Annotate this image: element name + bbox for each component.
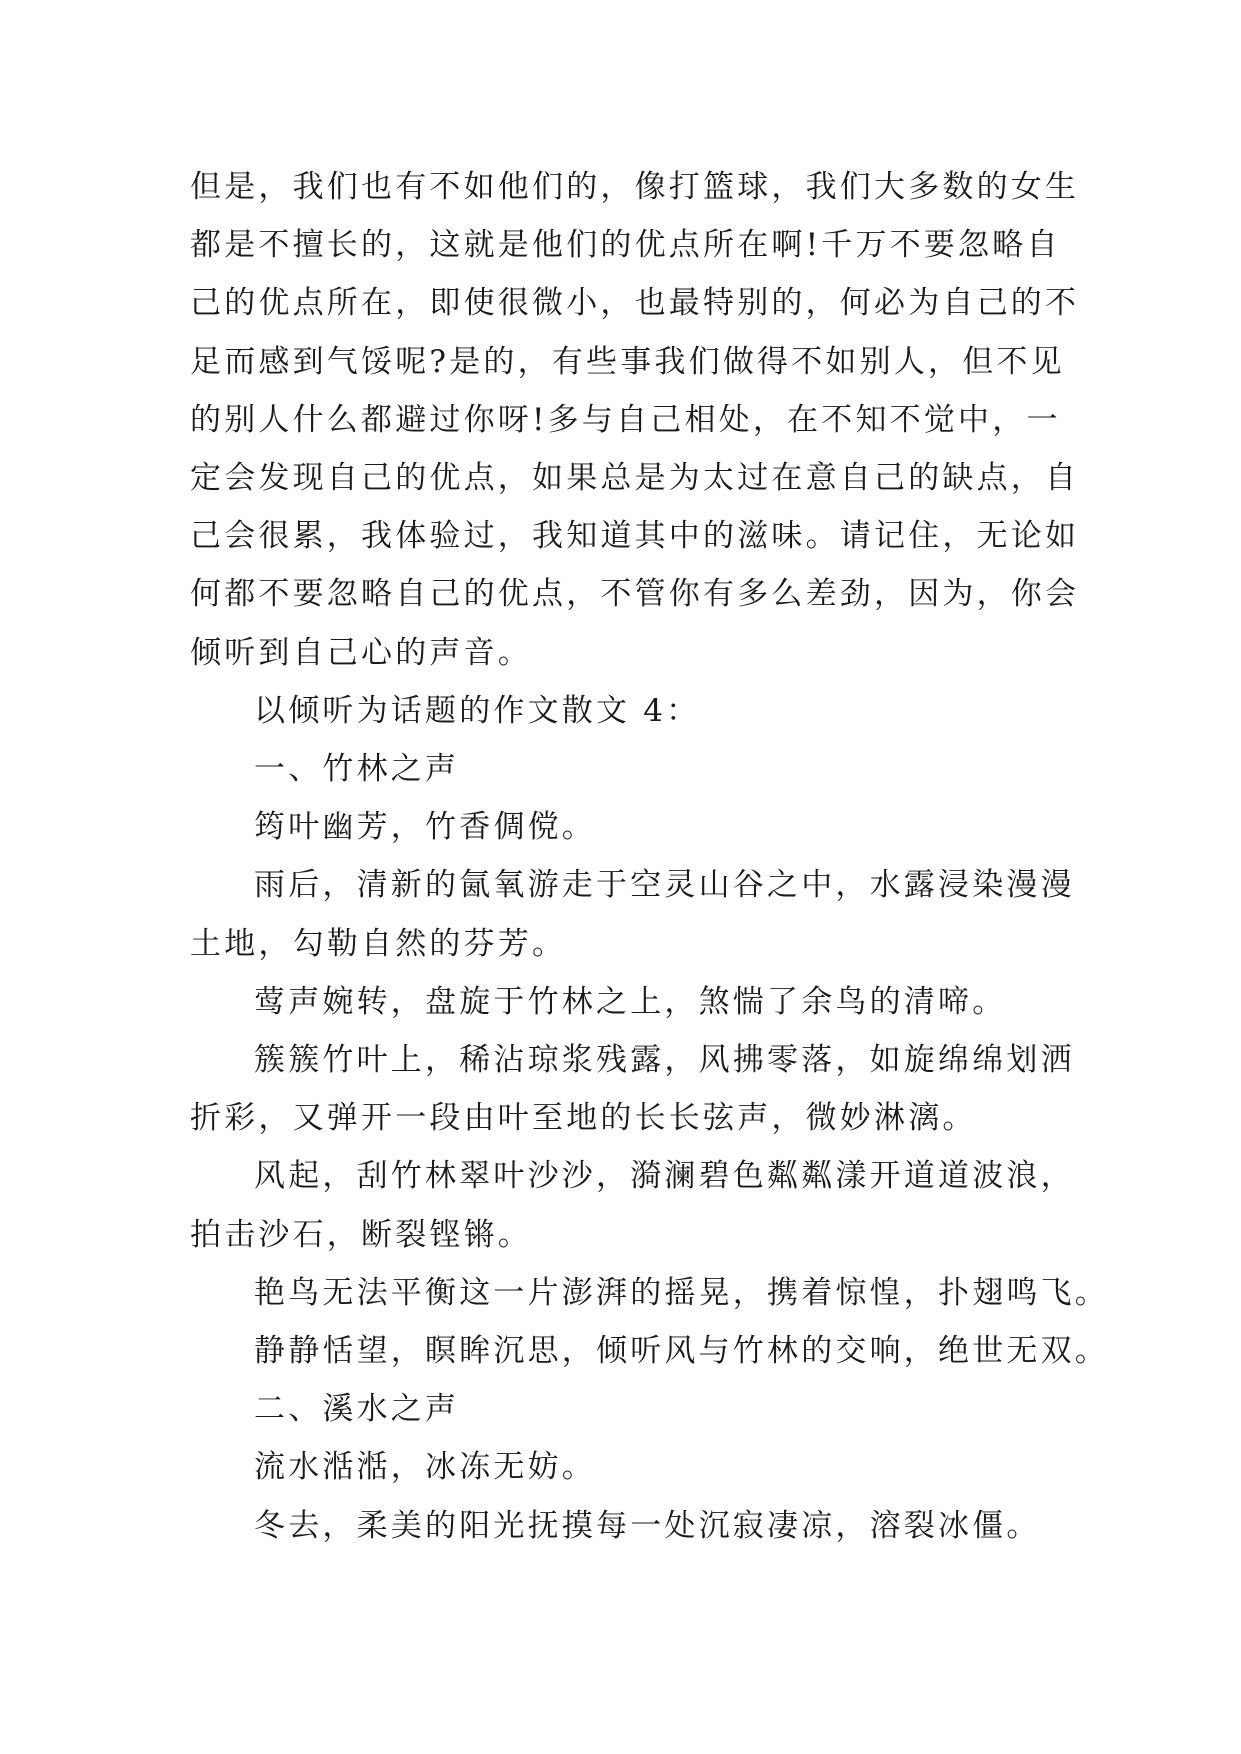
subsection-heading: 二、溪水之声 (254, 1391, 460, 1428)
text-line: 筠叶幽芳，竹香倜傥。 (254, 809, 596, 846)
text-line: 足而感到气馁呢?是的，有些事我们做得不如别人，但不见 (190, 343, 1065, 380)
text-line: 何都不要忽略自己的优点，不管你有多么差劲，因为，你会 (190, 576, 1080, 613)
text-line: 静静恬望，瞑眸沉思，倾听风与竹林的交响，绝世无双。 (254, 1333, 1109, 1370)
text-line: 己会很累，我体验过，我知道其中的滋味。请记住，无论如 (190, 518, 1080, 555)
text-line: 己的优点所在，即使很微小，也最特别的，何必为自己的不 (190, 285, 1080, 322)
text-line: 簇簇竹叶上，稀沾琼浆残露，风拂零落，如旋绵绵划洒 (254, 1042, 1075, 1079)
text-line: 风起，刮竹林翠叶沙沙，漪澜碧色粼粼漾开道道波浪， (254, 1158, 1075, 1195)
text-line: 都是不擅长的，这就是他们的优点所在啊!千万不要忽略自 (190, 227, 1061, 264)
text-line: 但是，我们也有不如他们的，像打篮球，我们大多数的女生 (190, 169, 1080, 205)
subsection-heading: 一、竹林之声 (254, 751, 460, 788)
section-heading: 以倾听为话题的作文散文 4： (254, 692, 701, 729)
text-line: 雨后，清新的氤氧游走于空灵山谷之中，水露浸染漫漫 (254, 867, 1075, 904)
body-text (190, 158, 1109, 1555)
text-line: 土地，勾勒自然的芬芳。 (190, 925, 567, 962)
text-line: 拍击沙石，断裂铿锵。 (190, 1216, 532, 1253)
text-line: 的别人什么都避过你呀!多与自己相处，在不知不觉中，一 (190, 401, 1061, 438)
text-line: 折彩，又弹开一段由叶至地的长长弦声，微妙淋漓。 (190, 1100, 977, 1137)
text-line: 倾听到自己心的声音。 (190, 634, 532, 671)
text-line: 流水湉湉，冰冻无妨。 (254, 1449, 596, 1486)
text-line: 定会发现自己的优点，如果总是为太过在意自己的缺点，自 (190, 460, 1080, 497)
text-line: 艳鸟无法平衡这一片澎湃的摇晃，携着惊惶，扑翅鸣飞。 (254, 1274, 1109, 1311)
text-line: 冬去，柔美的阳光抚摸每一处沉寂凄凉，溶裂冰僵。 (254, 1507, 1041, 1544)
text-line: 莺声婉转，盘旋于竹林之上，煞惴了余鸟的清啼。 (254, 983, 1007, 1020)
